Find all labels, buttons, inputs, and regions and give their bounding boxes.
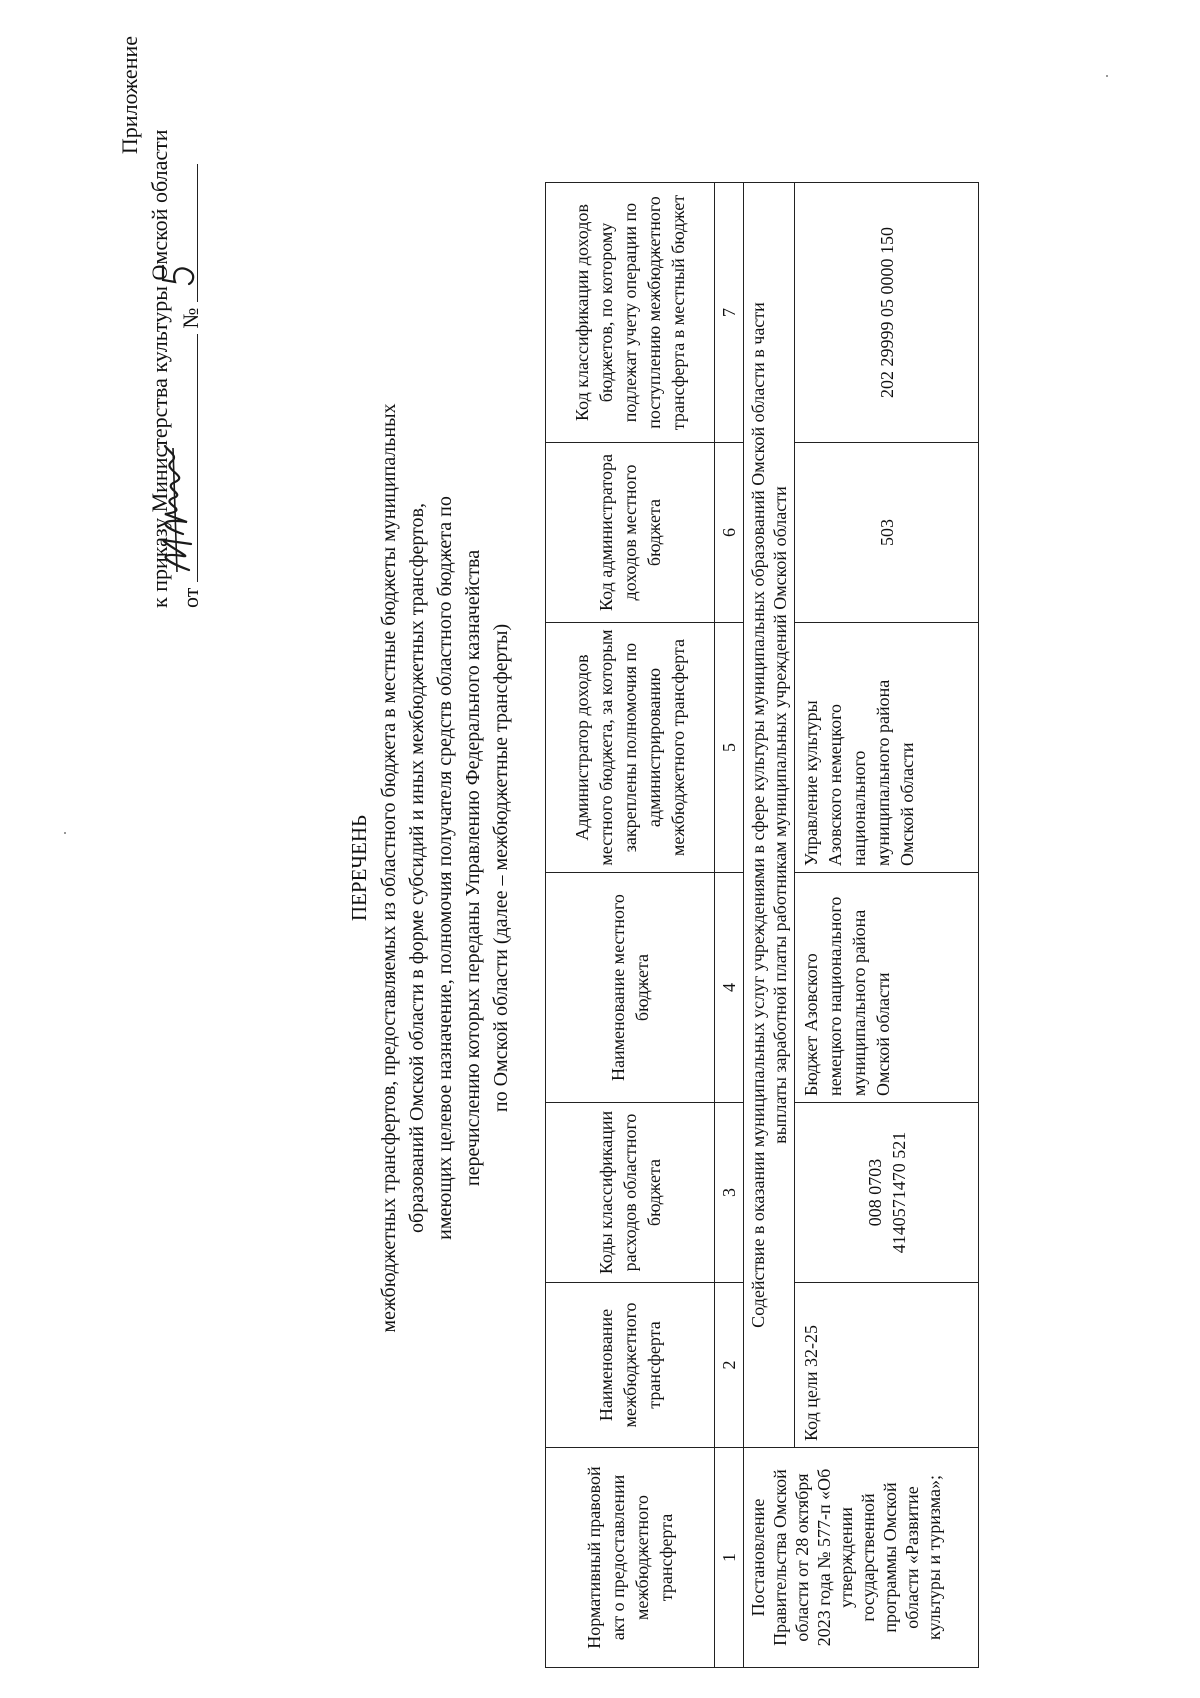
- expense-code-cell: [795, 1103, 979, 1283]
- transfers-table: [545, 182, 979, 1668]
- transfer-name-cell: Код цели 32-25: [795, 1283, 979, 1448]
- date-number-line: [175, 28, 206, 608]
- column-number: 5: [715, 623, 744, 873]
- column-number: 7: [715, 183, 744, 443]
- act-cell: Постановление Правительства Омской области от 28 октября 2023 года № 577-п «Об утверждении государственной программы Омской области «Развитие культуры и туризма»;: [744, 1448, 979, 1668]
- header-cell: Код администратора доходов местного бюджета: [546, 443, 715, 623]
- header-cell: Администратор доходов местного бюджета, за которым закреплены полномочия по администрированию межбюджетного трансферта: [546, 623, 715, 873]
- from-label: от: [178, 587, 203, 608]
- subtitle-line: перечислению которых переданы Управлению Федерального казначейства: [462, 549, 484, 1187]
- header-cell: Наименование межбюджетного трансферта: [546, 1283, 715, 1448]
- purpose-row: [744, 183, 795, 1668]
- header-row: [546, 183, 715, 1668]
- header-cell: Код классификации доходов бюджетов, по которому подлежат учету операции по поступлению межбюджетного трансферта в местный бюджет: [546, 183, 715, 443]
- document-title: [345, 358, 515, 1378]
- purpose-cell: [744, 183, 795, 1448]
- order-reference: к приказу Министерства культуры Омской области: [147, 129, 172, 608]
- number-label: №: [178, 307, 203, 329]
- purpose-line: Содействие в оказании муниципальных услуг учреждениями в сфере культуры муниципальных образований Омской области в части: [748, 302, 768, 1328]
- subtitle-line: имеющих целевое назначение, полномочия получателя средств областного бюджета по: [434, 496, 456, 1240]
- column-number: 6: [715, 443, 744, 623]
- admin-code-cell: 503: [795, 443, 979, 623]
- number-field: [175, 164, 198, 302]
- subtitle-line: межбюджетных трансфертов, предоставляемых из областного бюджета в местные бюджеты муниципальных: [378, 403, 400, 1333]
- table-row: [795, 183, 979, 1668]
- subtitle-line: образований Омской области в форме субсидий и иных межбюджетных трансфертов,: [406, 503, 428, 1233]
- handwritten-number: [159, 262, 197, 288]
- column-number: 4: [715, 873, 744, 1103]
- local-budget-cell: Бюджет Азовского немецкого национального муниципального района Омской области: [795, 873, 979, 1103]
- administrator-cell: Управление культуры Азовского немецкого национального муниципального района Омской области: [795, 623, 979, 873]
- heading: ПЕРЕЧЕНЬ: [347, 814, 371, 922]
- column-number: 2: [715, 1283, 744, 1448]
- appendix-block: [115, 28, 206, 608]
- header-cell: Коды классификации расходов областного бюджета: [546, 1103, 715, 1283]
- income-code-cell: 202 29999 05 0000 150: [795, 183, 979, 443]
- expense-code-line: 008 0703: [864, 1158, 885, 1227]
- column-number-row: [715, 183, 744, 1668]
- column-number: 3: [715, 1103, 744, 1283]
- header-cell: Наименование местного бюджета: [546, 873, 715, 1103]
- purpose-line: выплаты заработной платы работникам муниципальных учреждений Омской области: [770, 486, 790, 1144]
- handwritten-date-signature: [153, 442, 197, 574]
- appendix-label: Приложение: [117, 36, 142, 155]
- expense-code-line: 4140571470 521: [888, 1131, 909, 1254]
- subtitle-line: по Омской области (далее – межбюджетные трансферты): [490, 623, 512, 1113]
- date-field: [175, 334, 198, 582]
- header-cell: Нормативный правовой акт о предоставлении межбюджетного трансферта: [546, 1448, 715, 1668]
- column-number: 1: [715, 1448, 744, 1668]
